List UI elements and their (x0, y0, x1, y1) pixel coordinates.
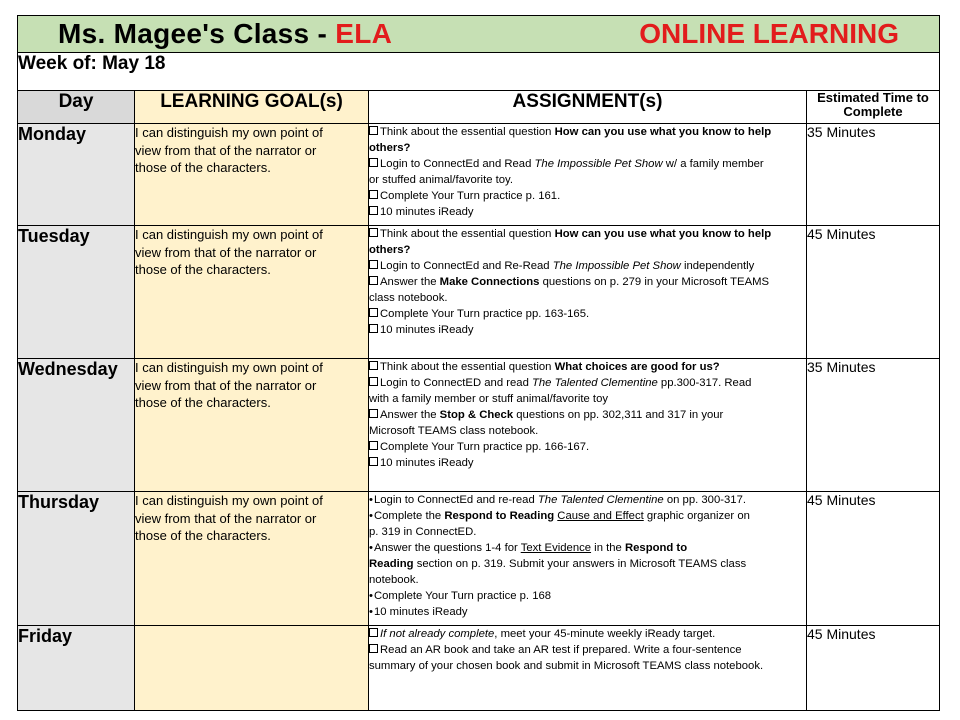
day-row-wednesday (18, 359, 940, 492)
checkbox-icon (369, 260, 378, 269)
bullet-icon: • (369, 590, 373, 602)
checkbox-icon (369, 361, 378, 370)
learning-goal: I can distinguish my own point of view from that of the narrator or those of the characters. (135, 124, 369, 226)
class-title: Ms. Magee's Class - ELA (58, 18, 393, 49)
assignment-list: Think about the essential question What choices are good for us? Login to ConnectED and read The Talented Clementine pp.300-317. Read with a family member or stuff animal/favorite toy Answer the Stop & Check questions on pp. 302,311 and 317 in your Microsoft TEAMS class notebook. Complete Your Turn practice pp. 166-167. 10 minutes iReady (369, 359, 807, 492)
title-cell (18, 16, 940, 53)
day-label: Thursday (18, 492, 135, 626)
checkbox-icon (369, 409, 378, 418)
checkbox-icon (369, 377, 378, 386)
lesson-plan-table (17, 15, 940, 711)
checkbox-icon (369, 308, 378, 317)
checkbox-icon (369, 644, 378, 653)
checkbox-icon (369, 276, 378, 285)
estimated-time: 35 Minutes (807, 359, 940, 492)
week-row (18, 53, 940, 91)
day-column-header: Day (18, 91, 135, 124)
learning-goal (135, 626, 369, 711)
day-row-thursday (18, 492, 940, 626)
bullet-icon: • (369, 542, 373, 554)
checkbox-icon (369, 628, 378, 637)
learning-goal: I can distinguish my own point of view from that of the narrator or those of the characters. (135, 492, 369, 626)
checkbox-icon (369, 228, 378, 237)
estimated-time: 45 Minutes (807, 626, 940, 711)
checkbox-icon (369, 441, 378, 450)
bullet-icon: • (369, 494, 373, 506)
assignment-list: •Login to ConnectEd and re-read The Talented Clementine on pp. 300-317. •Complete the Respond to Reading Cause and Effect graphic organizer on p. 319 in ConnectED. •Answer the questions 1-4 for Text Evidence in the Respond to Reading section on p. 319. Submit your answers in Microsoft TEAMS class notebook. •Complete Your Turn practice p. 168 •10 minutes iReady (369, 492, 807, 626)
learning-goal: I can distinguish my own point of view from that of the narrator or those of the characters. (135, 359, 369, 492)
day-label: Tuesday (18, 226, 135, 359)
estimated-time: 45 Minutes (807, 492, 940, 626)
assignment-column-header: ASSIGNMENT(s) (369, 91, 807, 124)
day-label: Friday (18, 626, 135, 711)
column-header-row (18, 91, 940, 124)
assignment-list: Think about the essential question How can you use what you know to help others? Login to ConnectEd and Re-Read The Impossible Pet Show independently Answer the Make Connections questions on p. 279 in your Microsoft TEAMS class notebook. Complete Your Turn practice pp. 163-165. 10 minutes iReady (369, 226, 807, 359)
bullet-icon: • (369, 510, 373, 522)
checkbox-icon (369, 126, 378, 135)
day-label: Wednesday (18, 359, 135, 492)
day-row-monday (18, 124, 940, 226)
checkbox-icon (369, 457, 378, 466)
day-label: Monday (18, 124, 135, 226)
title-row (18, 16, 940, 53)
assignment-list: If not already complete, meet your 45-minute weekly iReady target. Read an AR book and take an AR test if prepared. Write a four-sentence summary of your chosen book and submit in Microsoft TEAMS class notebook. (369, 626, 807, 711)
assignment-list: Think about the essential question How can you use what you know to help others? Login to ConnectEd and Read The Impossible Pet Show w/ a family member or stuffed animal/favorite toy. Complete Your Turn practice p. 161. 10 minutes iReady (369, 124, 807, 226)
online-learning-label: ONLINE LEARNING (639, 18, 899, 49)
checkbox-icon (369, 206, 378, 215)
checkbox-icon (369, 324, 378, 333)
week-label: Week of: May 18 (18, 53, 940, 91)
checkbox-icon (369, 158, 378, 167)
learning-goal: I can distinguish my own point of view from that of the narrator or those of the characters. (135, 226, 369, 359)
estimated-time: 35 Minutes (807, 124, 940, 226)
bullet-icon: • (369, 606, 373, 618)
estimated-time: 45 Minutes (807, 226, 940, 359)
checkbox-icon (369, 190, 378, 199)
class-subject: ELA (335, 18, 393, 49)
time-column-header: Estimated Time to Complete (807, 91, 940, 124)
goal-column-header: LEARNING GOAL(s) (135, 91, 369, 124)
day-row-tuesday (18, 226, 940, 359)
day-row-friday (18, 626, 940, 711)
